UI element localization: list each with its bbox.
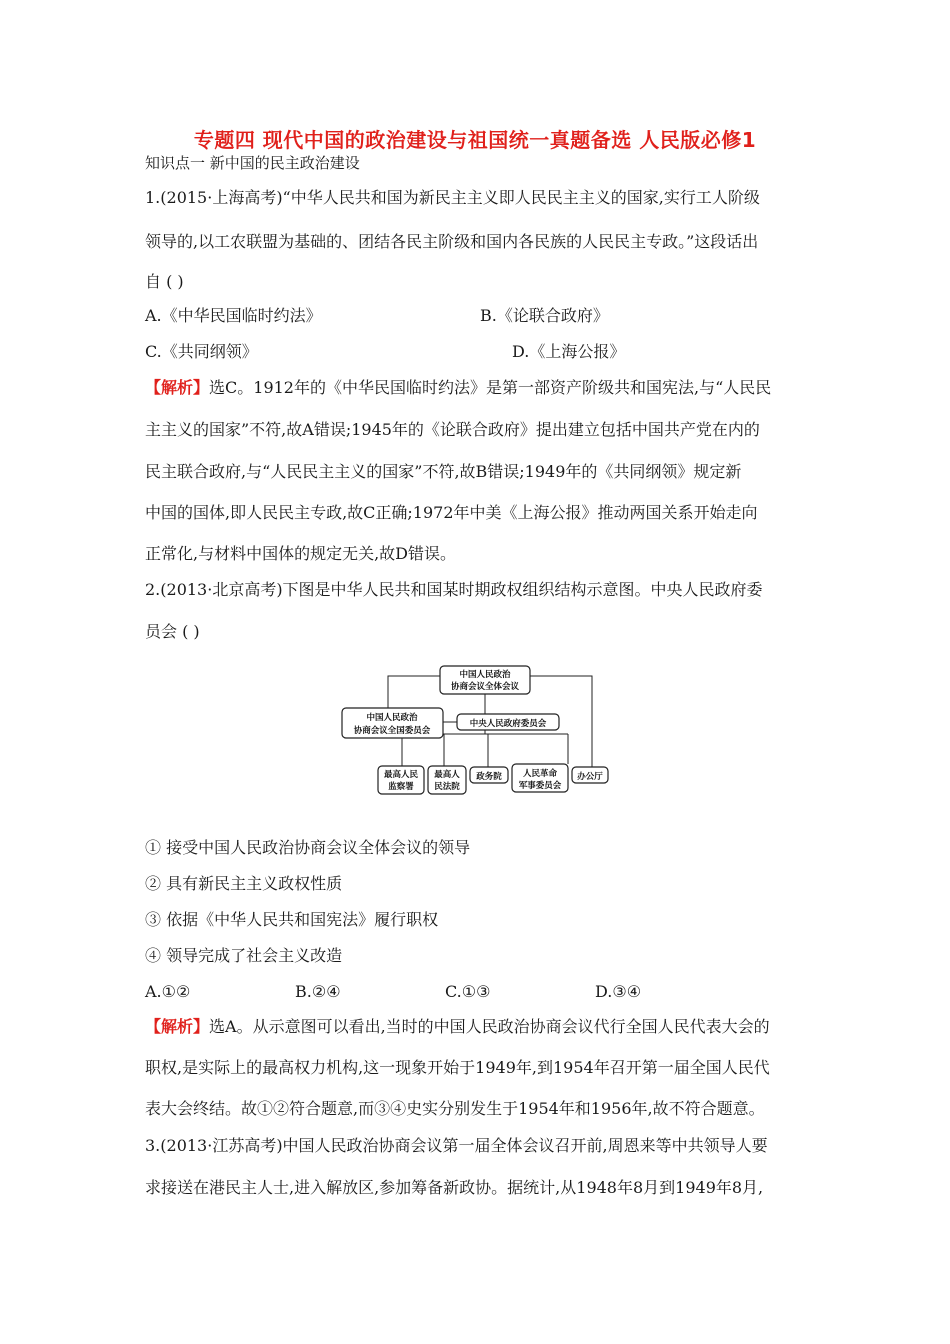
- node-government-administration-council: [470, 767, 508, 783]
- q2-statement-2: ② 具有新民主主义政权性质: [145, 874, 343, 893]
- q1-stem-line-1: 1.(2015·上海高考)“中华人民共和国为新民主主义即人民民主主义的国家,实行工人阶级: [145, 188, 760, 207]
- node-general-office: [572, 767, 608, 783]
- node-military-commission-line-2: 军事委员会: [518, 781, 562, 791]
- q2-analysis-line-3: 表大会终结。故①②符合题意,而③④史实分别发生于1954年和1956年,故不符合题意。: [145, 1099, 765, 1118]
- q3-stem-line-1: 3.(2013·江苏高考)中国人民政治协商会议第一届全体会议召开前,周恩来等中共领导人要: [145, 1136, 768, 1155]
- q2-analysis-tag: 【解析】: [145, 1017, 210, 1036]
- node-central-government-committee: [457, 714, 559, 730]
- knowledge-point-heading: 知识点一 新中国的民主政治建设: [145, 154, 360, 172]
- node-supreme-procuratorate-line-1: 最高人民: [383, 770, 419, 780]
- document-title: 专题四 现代中国的政治建设与祖国统一真题备选 人民版必修1: [193, 128, 757, 152]
- q2-option-a: A.①②: [145, 982, 191, 1001]
- q1-analysis-line-2: 主主义的国家”不符,故A错误;1945年的《论联合政府》提出建立包括中国共产党在内的: [145, 420, 760, 439]
- node-military-commission-line-1: 人民革命: [522, 769, 558, 779]
- node-general-office-label: 办公厅: [577, 772, 603, 782]
- node-supreme-procuratorate: [378, 766, 424, 794]
- q1-analysis-line-3: 民主联合政府,与“人民民主主义的国家”不符,故B错误;1949年的《共同纲领》规定新: [145, 462, 742, 481]
- node-cppcc-plenary: [440, 666, 530, 694]
- node-government-administration-council-label: 政务院: [476, 772, 502, 782]
- q1-analysis-line-5: 正常化,与材料中国体的规定无关,故D错误。: [145, 544, 457, 563]
- q1-option-b: B.《论联合政府》: [480, 306, 609, 325]
- node-cppcc-plenary-line-2: 协商会议全体会议: [450, 682, 520, 692]
- q2-statement-1: ① 接受中国人民政治协商会议全体会议的领导: [145, 838, 471, 857]
- q1-stem-line-2: 领导的,以工农联盟为基础的、团结各民主阶级和国内各民族的人民民主专政。”这段话出: [145, 232, 759, 251]
- node-cppcc-national-committee-line-2: 协商会议全国委员会: [353, 726, 431, 736]
- q1-analysis-text: 选C。1912年的《中华民国临时约法》是第一部资产阶级共和国宪法,与“人民民: [209, 378, 772, 397]
- q2-option-b: B.②④: [295, 982, 341, 1001]
- node-supreme-court-line-1: 最高人: [434, 770, 460, 780]
- q2-analysis-line-1: [145, 1017, 770, 1037]
- q2-option-d: D.③④: [595, 982, 642, 1001]
- q1-option-c: C.《共同纲领》: [145, 342, 258, 361]
- q2-statement-4: ④ 领导完成了社会主义改造: [145, 946, 343, 965]
- government-structure-diagram: [340, 664, 610, 799]
- connector-top-to-left: [388, 676, 440, 710]
- q1-option-d: D.《上海公报》: [512, 342, 626, 361]
- node-supreme-court-line-2: 民法院: [434, 782, 460, 792]
- q1-stem-line-3: 自 ( ): [145, 272, 184, 291]
- q1-analysis-line-1: [145, 378, 771, 398]
- node-supreme-court: [428, 766, 466, 794]
- q2-option-c: C.①③: [445, 982, 491, 1001]
- q1-analysis-line-4: 中国的国体,即人民民主专政,故C正确;1972年中美《上海公报》推动两国关系开始走向: [145, 503, 758, 522]
- q2-analysis-line-2: 职权,是实际上的最高权力机构,这一现象开始于1949年,到1954年召开第一届全国人民代: [145, 1058, 770, 1077]
- q2-analysis-text: 选A。从示意图可以看出,当时的中国人民政治协商会议代行全国人民代表大会的: [209, 1017, 770, 1036]
- q3-stem-line-2: 求接送在港民主人士,进入解放区,参加筹备新政协。据统计,从1948年8月到1949年8月,: [145, 1178, 764, 1197]
- node-cppcc-national-committee: [342, 708, 443, 738]
- q1-option-a: A.《中华民国临时约法》: [145, 306, 322, 325]
- node-military-commission: [512, 764, 568, 792]
- node-central-government-committee-label: 中央人民政府委员会: [469, 719, 547, 729]
- node-supreme-procuratorate-line-2: 监察署: [388, 782, 414, 792]
- node-cppcc-plenary-line-1: 中国人民政治: [459, 670, 511, 680]
- q2-stem-line-1: 2.(2013·北京高考)下图是中华人民共和国某时期政权组织结构示意图。中央人民政府委: [145, 580, 763, 599]
- q2-statement-3: ③ 依据《中华人民共和国宪法》履行职权: [145, 910, 439, 929]
- q2-stem-line-2: 员会 ( ): [145, 622, 200, 641]
- q1-analysis-tag: 【解析】: [145, 378, 210, 397]
- node-cppcc-national-committee-line-1: 中国人民政治: [366, 713, 418, 723]
